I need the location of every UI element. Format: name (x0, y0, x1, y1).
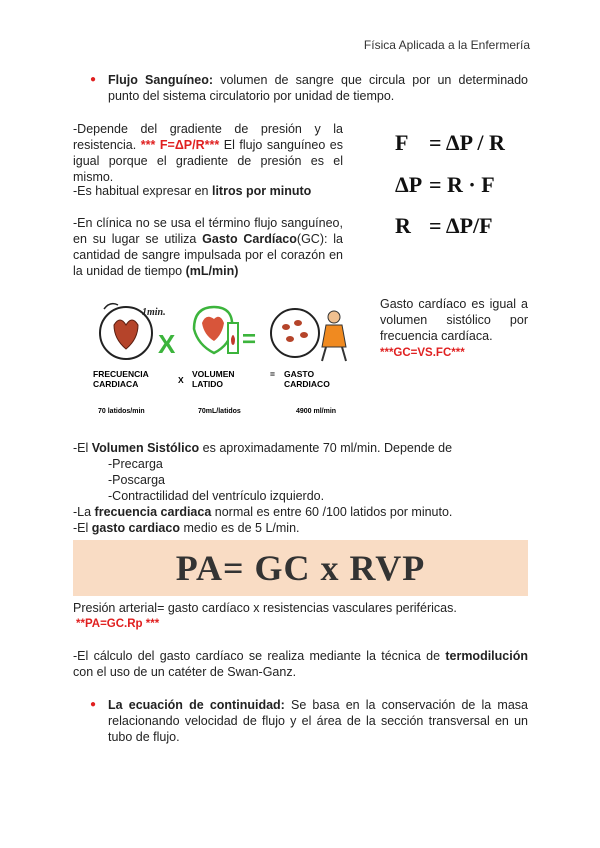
bullet-dot: ● (90, 74, 97, 85)
paragraph-volumen-sistolico: -El Volumen Sistólico es aproximadamente 70 ml/min. Depende de (73, 441, 453, 455)
formula-pa: **PA=GC.Rp *** (76, 618, 160, 630)
value-frecuencia: 70 latidos/min (98, 408, 145, 415)
value-gasto: 4900 ml/min (296, 408, 337, 415)
paragraph-gasto-cardiaco: -En clínica no se usa el término flujo sanguíneo, en su lugar se utiliza Gasto Cardíaco(GC): la cantidad de sangre impulsada por el corazón en la unidad de tiempo (mL/min) (73, 216, 344, 278)
label-volumen: VOLUMEN LATIDO (192, 369, 235, 389)
equation-pressure: ΔP = R · F (395, 172, 495, 197)
label-frecuencia: FRECUENCIA CARDIACA (93, 369, 149, 389)
label-equals: = (270, 369, 275, 379)
side-note: Gasto cardíaco es igual a volumen sistólico por frecuencia cardíaca. ***GC=VS.FC*** (380, 297, 528, 359)
paragraph-gasto-medio: -El gasto cardiaco medio es de 5 L/min. (73, 521, 300, 535)
equals-sign: = (242, 326, 257, 353)
paragraph-gradiente: -Depende del gradiente de presión y la resistencia. *** F=ΔP/R*** El flujo sanguíneo es igual porque el gradiente de presión es el mismo. (73, 122, 344, 184)
value-volumen: 70mL/latidos (198, 408, 241, 415)
list-item: -Precarga (108, 457, 163, 471)
formula-gc: ***GC=VS.FC*** (380, 347, 465, 359)
cardiac-output-illustration (90, 295, 365, 420)
pressure-formula: PA= GC x RVP (175, 548, 426, 588)
list-item: -Contractilidad del ventrículo izquierdo. (108, 489, 325, 503)
clock-label: 1min. (142, 307, 166, 318)
label-gasto: GASTO CARDIACO (284, 369, 330, 389)
flujo-definition: Flujo Sanguíneo: volumen de sangre que circula por un determinado punto del sistema circulatorio por unidad de tiempo. (108, 73, 528, 103)
paragraph-frecuencia: -La frecuencia cardiaca normal es entre 60 /100 latidos por minuto. (73, 505, 453, 519)
heart-stroke-volume-icon (194, 307, 238, 353)
cardiac-output-figure (90, 295, 365, 420)
equation-resistance: R = ΔP/F (395, 213, 493, 238)
person-figure-icon (322, 311, 346, 361)
paragraph-presion: Presión arterial= gasto cardíaco x resistencias vasculares periféricas. **PA=GC.Rp *** (73, 601, 457, 630)
paragraph-litros: -Es habitual expresar en litros por minuto (73, 184, 312, 198)
label-multiply: X (178, 375, 184, 385)
paragraph-termodilucion: -El cálculo del gasto cardíaco se realiza mediante la técnica de termodilución con el uso de un catéter de Swan-Ganz. (73, 649, 528, 679)
pressure-formula-box (73, 540, 528, 596)
clock-drops-icon (271, 309, 319, 357)
formula-flujo: *** F=ΔP/R*** (140, 138, 220, 152)
continuidad-term: La ecuación de continuidad: (108, 698, 285, 712)
equation-flow: F = ΔP / R (395, 130, 505, 155)
continuidad-definition: La ecuación de continuidad: Se basa en la conservación de la masa relacionando velocidad de flujo y el área de la sección transversal en un tubo de flujo. (108, 698, 528, 744)
bullet-dot: ● (90, 699, 97, 710)
list-determinantes (108, 456, 324, 504)
multiply-sign: X (158, 329, 176, 359)
list-item: -Poscarga (108, 473, 165, 487)
page-header: Física Aplicada a la Enfermería (363, 38, 530, 52)
flujo-term: Flujo Sanguíneo: (108, 73, 214, 87)
